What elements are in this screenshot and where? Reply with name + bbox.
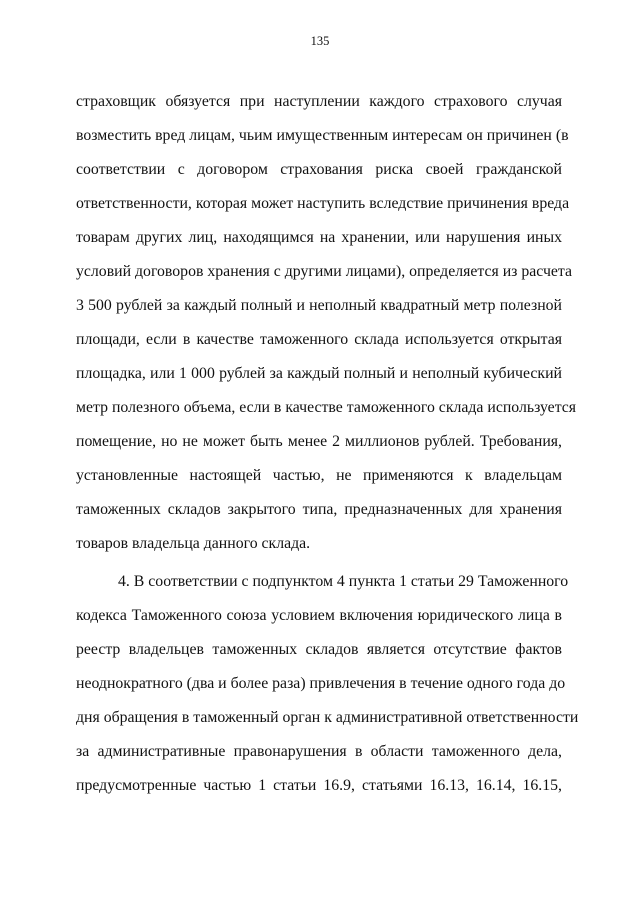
paragraph-2-line-7: предусмотренные частью 1 статьи 16.9, статьями 16.13, 16.14, 16.15, — [76, 777, 562, 794]
paragraph-2-line-2: кодекса Таможенного союза условием включения юридического лица в — [76, 607, 562, 624]
paragraph-1-line-6: условий договоров хранения с другими лицами), определяется из расчета — [76, 263, 573, 280]
paragraph-1-line-4: ответственности, которая может наступить вследствие причинения вреда — [76, 195, 570, 212]
paragraph-1-line-3: соответствии с договором страхования риска своей гражданской — [76, 161, 562, 178]
paragraph-1-line-9: площадка, или 1 000 рублей за каждый полный и неполный кубический — [76, 365, 562, 382]
paragraph-1-line-11: помещение, но не может быть менее 2 миллионов рублей. Требования, — [76, 433, 562, 450]
paragraph-2-line-4: неоднократного (два и более раза) привлечения в течение одного года до — [76, 675, 566, 692]
paragraph-1-line-7: 3 500 рублей за каждый полный и неполный квадратный метр полезной — [76, 297, 562, 314]
paragraph-1-line-1: страховщик обязуется при наступлении каждого страхового случая — [76, 93, 562, 110]
paragraph-2-line-1: 4. В соответствии с подпунктом 4 пункта 1 статьи 29 Таможенного — [118, 573, 569, 590]
paragraph-1-line-14: товаров владельца данного склада. — [76, 535, 311, 552]
paragraph-2-line-5: дня обращения в таможенный орган к административной ответственности — [76, 709, 579, 726]
paragraph-1-line-13: таможенных складов закрытого типа, предназначенных для хранения — [76, 501, 562, 518]
paragraph-2-line-3: реестр владельцев таможенных складов является отсутствие фактов — [76, 641, 562, 658]
paragraph-1-line-5: товарам других лиц, находящимся на хранении, или нарушения иных — [76, 229, 562, 246]
page-number: 135 — [310, 34, 330, 48]
paragraph-2-line-6: за административные правонарушения в области таможенного дела, — [76, 743, 562, 760]
paragraph-1-line-8: площади, если в качестве таможенного склада используется открытая — [76, 331, 562, 348]
paragraph-1-line-12: установленные настоящей частью, не применяются к владельцам — [76, 467, 562, 484]
paragraph-1-line-10: метр полезного объема, если в качестве таможенного склада используется — [76, 399, 577, 416]
paragraph-1-line-2: возместить вред лицам, чьим имущественным интересам он причинен (в — [76, 127, 569, 144]
